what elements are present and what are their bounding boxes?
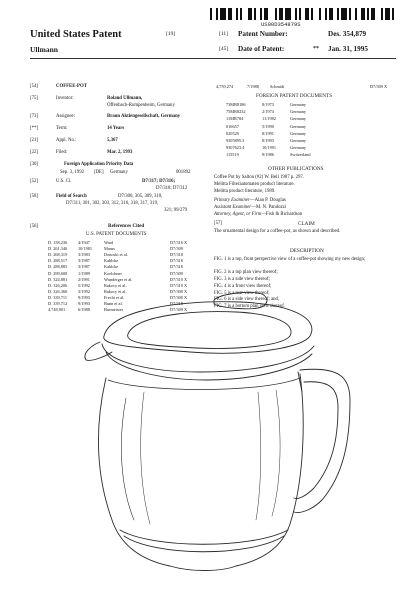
other-pub-2: Melitta Filteraatomaten product literature. (214, 182, 295, 187)
inventor-city: Offenbach-Rumpenheim, Germany (107, 103, 175, 108)
description-fig-5: FIG. 5 is a rear view thereof; (214, 290, 270, 296)
inventor-name: Roland Ullmann, (107, 96, 143, 101)
title-code: [19] (166, 31, 176, 37)
foreign-doc-number: 020529 (226, 130, 239, 136)
us-doc-name: Ward (104, 240, 114, 245)
foreign-doc-date: 2/1974 (262, 109, 274, 115)
patent-title-heading: United States Patent (30, 29, 122, 40)
foreign-doc-country: Germany (290, 145, 306, 151)
foreign-doc-number: 115519 (226, 152, 239, 158)
us-doc-name: Donoski et al. (104, 252, 128, 258)
us-docs-heading: U.S. PATENT DOCUMENTS (86, 232, 147, 237)
priority-country: Germany (110, 170, 128, 175)
us-doc-cls: D7/309 X (170, 307, 188, 313)
uscl-label: U.S. Cl. (56, 179, 72, 184)
us-doc-cls: D7/310 X (170, 282, 188, 288)
uscl-line2: D7/318; D7/312 (156, 186, 188, 191)
carafe-body-left (98, 378, 170, 566)
references-code: [56] (30, 224, 38, 229)
us-doc-date: 3/1987 (78, 258, 90, 264)
assistant-examiner-label: Assistant Examiner (214, 205, 252, 210)
us-doc-number: D. 339,711 (48, 294, 68, 300)
us-doc-date: 10/1981 (78, 246, 93, 252)
us-doc-date: 3/1987 (78, 264, 90, 270)
us-doc-number: 4,748,901 (48, 307, 66, 313)
term-code: [**] (30, 126, 38, 131)
us-doc-cls: D7/309 (170, 246, 183, 252)
claim-code: [57] (214, 221, 222, 226)
ref-top-class: D7/309 X (370, 84, 388, 89)
description-fig-6: FIG. 6 is a side view thereof; and, (214, 297, 280, 303)
us-doc-number: D. 324,881 (48, 276, 68, 282)
lid-top (104, 302, 312, 353)
us-doc-name: Rakocy et al. (104, 288, 127, 294)
foreign-doc-number: 9305895.3 (226, 138, 245, 143)
us-doc-name: Kahlcke (104, 264, 119, 270)
foreign-doc-country: Germany (290, 102, 306, 107)
us-doc-name: Maass (104, 246, 115, 252)
foreign-doc-country: Germany (290, 116, 306, 122)
foreign-doc-date: 5/1990 (262, 123, 274, 129)
appl-number: 5,367 (107, 138, 118, 143)
ref-top-number: 4,759,274 (216, 84, 234, 89)
foreign-doc-date: 8/1993 (262, 138, 274, 143)
claim-text: The ornamental design for a coffee-pot, as shown and described. (214, 229, 341, 234)
foreign-doc-number: 73MR8186 (226, 102, 246, 107)
inventor-label: Inventor: (56, 96, 74, 101)
us-doc-date: 1/1989 (78, 270, 90, 276)
description-fig-3: FIG. 3 is a side view thereof; (214, 277, 270, 282)
carafe-base (170, 566, 236, 571)
description-fig-4: FIG. 4 is a front view thereof; (214, 283, 272, 289)
us-doc-cls: D7/318 (170, 301, 183, 306)
us-doc-date: 3/1983 (78, 252, 90, 258)
lid-button (214, 292, 267, 308)
appl-label: Appl. No.: (56, 138, 77, 143)
priority-number: 001892 (176, 170, 191, 175)
us-doc-date: 5/1992 (78, 288, 90, 294)
us-doc-cls: D7/318 (170, 252, 183, 258)
priority-country-code: [DE] (94, 170, 104, 175)
foreign-doc-date: 9/1986 (262, 152, 274, 158)
filed-label: Filed: (56, 150, 68, 155)
foreign-doc-number: 75MR8232 (226, 109, 246, 115)
us-doc-number: D. 261,346 (48, 246, 68, 252)
us-doc-name: Frecht et al. (104, 294, 125, 300)
foreign-doc-number: 016657 (226, 123, 239, 129)
us-doc-number: D. 158,236 (48, 240, 68, 245)
patent-number-label: Patent Number: (238, 30, 288, 38)
assistant-examiner-name: —M. N. Pandozzi (251, 205, 287, 210)
term-value: 14 Years (107, 126, 125, 131)
us-doc-number: D. 288,885 (48, 264, 68, 270)
ref-top-date: 7/1988 (247, 84, 259, 89)
claim-heading: CLAIM (298, 221, 315, 227)
us-doc-cls: D7/300 X (170, 288, 188, 294)
us-doc-number: D. 339,712 (48, 301, 68, 306)
other-pub-1: Coffee Pot by Salton (#2) W. Bell 1987 p. 297. (214, 175, 304, 180)
description-fig-7: FIG. 7 is a bottom plan view thereof. (214, 304, 286, 310)
assignee-code: [73] (30, 114, 38, 119)
foreign-doc-country: Germany (290, 123, 306, 129)
field-code: [58] (30, 194, 38, 199)
us-doc-cls: D7/316 X (170, 240, 188, 245)
us-doc-name: Rakocy et al. (104, 282, 127, 288)
us-doc-name: Kahlcke (104, 258, 119, 264)
lid-spout-lip (85, 342, 112, 360)
description-heading: DESCRIPTION (290, 248, 324, 254)
us-doc-name: Bunn et al. (104, 301, 123, 306)
us-doc-cls: D7/318 (170, 258, 183, 264)
field-line3: 321; 99/279 (164, 208, 188, 213)
assignee-name: Braun Aktiengesellschaft, Germany (107, 114, 181, 119)
us-doc-date: 2/1991 (78, 276, 90, 282)
us-doc-name: Burmeister (104, 307, 124, 313)
inventor-code: [75] (30, 96, 38, 101)
us-doc-cls: D7/310 X (170, 276, 188, 282)
inventor-surname: Ullmann (30, 45, 58, 54)
us-doc-name: Wunderger et al. (104, 276, 133, 282)
field-line2: D7/311, 301, 302, 303, 312, 316, 318, 317, 319, (66, 201, 159, 206)
field-line1: D7/300, 305, 309, 310, (118, 194, 163, 199)
us-doc-cls: D7/309 (170, 270, 183, 276)
us-doc-number: D. 288,517 (48, 258, 68, 264)
date-label: Date of Patent: (238, 45, 285, 53)
barcode-number: US00D354879S (261, 21, 301, 28)
filed-date: Mar. 2, 1993 (107, 150, 133, 155)
other-pub-3: Melitta product literature, 1989. (214, 189, 276, 194)
us-doc-name: Koelchner (104, 270, 122, 276)
primary-examiner-name: —Alan P. Douglas (249, 198, 286, 203)
date-marks: ** (313, 46, 319, 52)
appl-code: [21] (30, 138, 38, 143)
foreign-doc-date: 8/1973 (262, 102, 274, 107)
attorney-label: Attorney, Agent, or Firm (214, 212, 262, 217)
title-field-code: [54] (30, 84, 38, 89)
priority-code: [30] (30, 162, 38, 167)
description-fig-2: FIG. 2 is a top plan view thereof; (214, 270, 278, 276)
us-doc-date: 9/1993 (78, 294, 90, 300)
foreign-doc-country: Germany (290, 138, 306, 143)
us-doc-number: D. 268,319 (48, 252, 68, 258)
assignee-label: Assignee: (56, 114, 75, 119)
us-doc-number: D. 299,608 (48, 270, 68, 276)
us-doc-date: 5/1992 (78, 282, 90, 288)
us-doc-number: D. 326,366 (48, 288, 68, 294)
lid-inner-ring (128, 312, 291, 349)
foreign-doc-number: 9307623.4 (226, 145, 245, 151)
ref-top-name: Schmidt (270, 84, 285, 89)
foreign-doc-country: Germany (290, 109, 306, 115)
us-doc-cls: D7/300 X (170, 294, 188, 300)
design-title: COFFEE-POT (56, 84, 87, 89)
foreign-doc-date: 11/1982 (262, 116, 276, 122)
foreign-doc-date: 10/1991 (262, 145, 277, 151)
patent-date: Jan. 31, 1995 (328, 45, 368, 53)
foreign-doc-number: 11MR784 (226, 116, 244, 122)
foreign-doc-country: Germany (290, 130, 306, 136)
priority-heading: Foreign Application Priority Data (64, 162, 134, 167)
other-pubs-heading: OTHER PUBLICATIONS (268, 166, 324, 172)
patent-number-code: [11] (219, 31, 228, 37)
us-doc-date: 6/1988 (78, 307, 90, 313)
description-fig-1: FIG. 1 is a top, front perspective view of a coffee-pot showing my new design; (214, 257, 366, 262)
patent-number: Des. 354,879 (328, 30, 367, 38)
term-label: Term: (56, 126, 68, 131)
uscl-line1: D7/317; D7/316; (142, 179, 176, 184)
us-doc-cls: D7/318 (170, 264, 183, 270)
foreign-heading: FOREIGN PATENT DOCUMENTS (256, 93, 333, 99)
foreign-doc-country: Switzerland (290, 152, 311, 158)
carafe-handle (294, 369, 350, 512)
us-doc-date: 4/1947 (78, 240, 90, 245)
field-label: Field of Search (56, 194, 87, 199)
priority-date: Sep. 3, 1992 (60, 170, 84, 175)
primary-examiner-label: Primary Examiner (214, 198, 250, 203)
references-heading: References Cited (108, 224, 145, 229)
filed-code: [22] (30, 150, 38, 155)
date-code: [45] (219, 46, 229, 52)
attorney-name: —Fish & Richardson (261, 212, 303, 217)
us-doc-number: D. 326,206 (48, 282, 68, 288)
foreign-doc-date: 8/1991 (262, 130, 274, 136)
us-doc-date: 9/1993 (78, 301, 90, 306)
uscl-code: [52] (30, 179, 38, 184)
